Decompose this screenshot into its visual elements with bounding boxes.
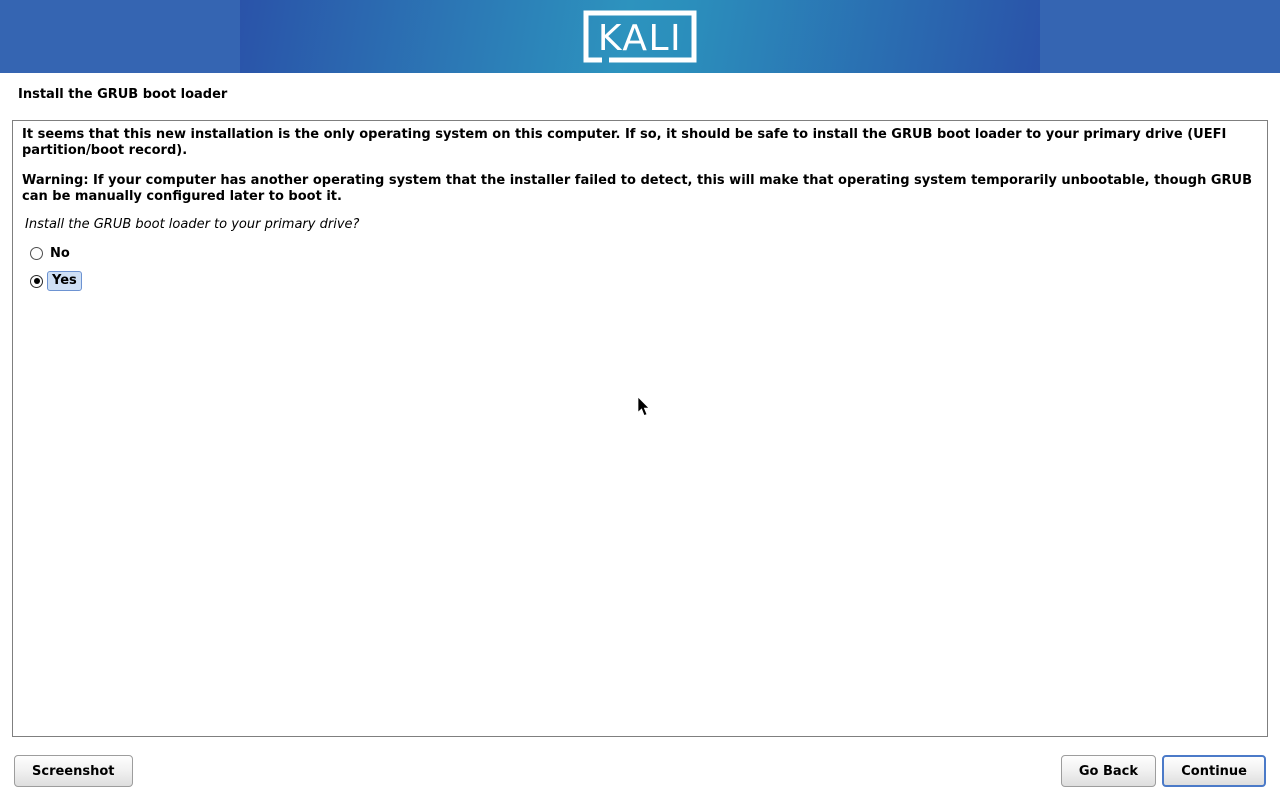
page-title: Install the GRUB boot loader bbox=[18, 87, 228, 102]
content-panel bbox=[12, 120, 1268, 737]
radio-no-label[interactable]: No bbox=[50, 245, 70, 261]
info-paragraph: It seems that this new installation is the only operating system on this computer. If so, it should be safe to install the GRUB boot loader to your primary drive (UEFI partition/boot record). bbox=[22, 127, 1227, 158]
radio-yes-circle[interactable] bbox=[30, 275, 43, 288]
continue-button[interactable]: Continue bbox=[1162, 755, 1266, 787]
warning-paragraph: Warning: If your computer has another operating system that the installer failed to detect, this will make that operating system temporarily unbootable, though GRUB can be manually configured later to boot it. bbox=[22, 173, 1252, 204]
kali-logo-icon bbox=[583, 10, 697, 63]
banner-gradient-image bbox=[240, 0, 1040, 73]
radio-option-yes[interactable] bbox=[22, 274, 1258, 288]
question-text: Install the GRUB boot loader to your primary drive? bbox=[25, 217, 360, 232]
go-back-button[interactable]: Go Back bbox=[1061, 755, 1156, 787]
radio-no-circle[interactable] bbox=[30, 247, 43, 260]
kali-logo-text: KALI bbox=[597, 18, 683, 59]
radio-yes-label[interactable]: Yes bbox=[47, 271, 82, 291]
grub-install-options bbox=[22, 246, 1258, 288]
radio-option-no[interactable] bbox=[22, 246, 1258, 260]
header-banner bbox=[0, 0, 1280, 73]
screenshot-button[interactable]: Screenshot bbox=[14, 755, 133, 787]
